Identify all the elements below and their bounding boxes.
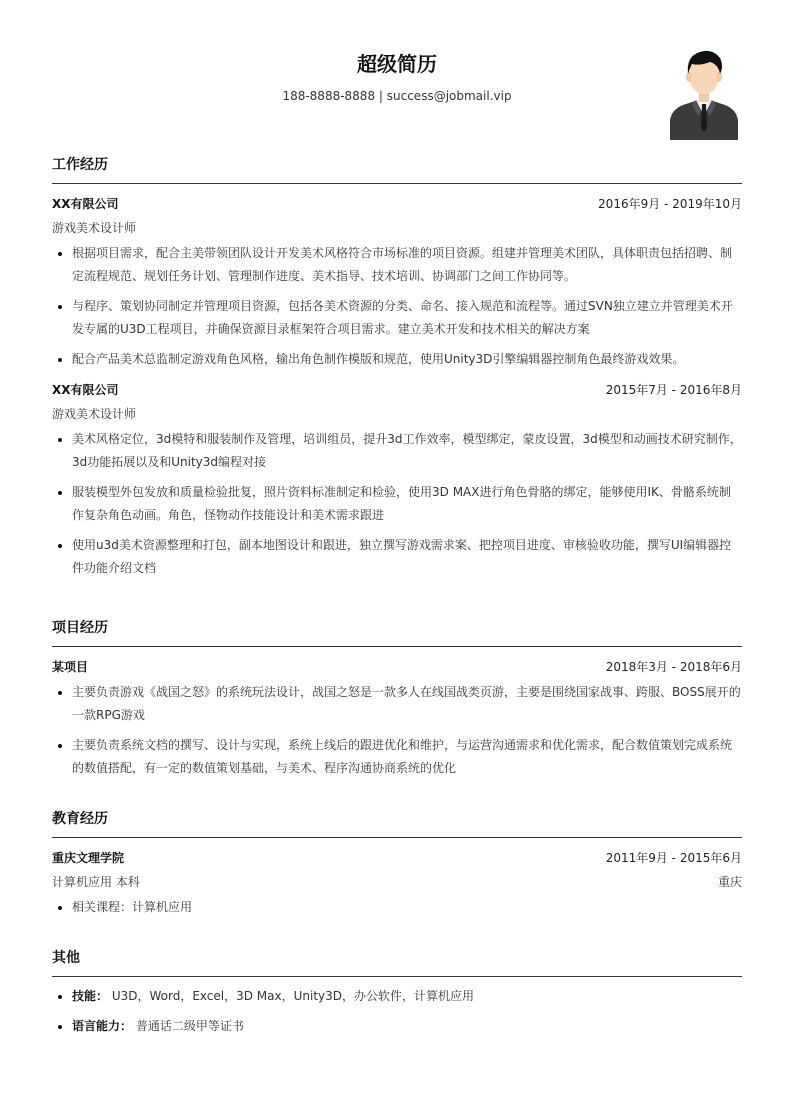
education-section: [52, 809, 742, 926]
work-entry: [52, 378, 742, 580]
skills-text: U3D，Word，Excel，3D Max，Unity3D，办公软件，计算机应用: [108, 989, 475, 1003]
contact-line: 188-8888-8888 | success@jobmail.vip: [282, 89, 512, 103]
company-name: XX有限公司: [52, 383, 119, 397]
bullet-list: [52, 985, 742, 1038]
section-title-projects: 项目经历: [52, 618, 742, 647]
list-item: • 服装模型外包发放和质量检验批复，照片资料标准制定和检验，使用3D MAX进行角色骨胳的绑定，能够使用IK、骨骼系统制作复杂角色动画。角色，怪物动作技能设计和美术需求跟进: [72, 481, 742, 527]
profile-photo-icon: [668, 44, 740, 140]
candidate-name: 超级简历: [357, 52, 437, 76]
date-range: 2018年3月 - 2018年6月: [605, 660, 742, 674]
work-entry: [52, 192, 742, 371]
bullet-list: [52, 896, 742, 919]
date-range: 2011年9月 - 2015年6月: [605, 851, 742, 865]
language-item: [72, 1015, 742, 1038]
bullet-list: [52, 428, 742, 580]
bullet-list: [52, 681, 742, 780]
date-range: 2016年9月 - 2019年10月: [598, 197, 742, 211]
list-item: • 根据项目需求，配合主美带领团队设计开发美术风格符合市场标准的项目资源。组建并管理美术团队，具体职责包括招聘、制定流程规范、规划任务计划、管理制作进度、美术指导、技术培训、协调部门之间工作协同等。: [72, 242, 742, 288]
language-text: 普通话二级甲等证书: [132, 1019, 244, 1033]
language-label: 语言能力：: [72, 1019, 133, 1033]
project-name: 某项目: [52, 660, 89, 674]
date-range: 2015年7月 - 2016年8月: [605, 383, 742, 397]
other-section: [52, 948, 742, 1045]
bullet-list: [52, 242, 742, 371]
location: 重庆: [717, 875, 742, 889]
job-title: 游戏美术设计师: [52, 407, 137, 421]
company-name: XX有限公司: [52, 197, 119, 211]
list-item: • 与程序、策划协同制定并管理项目资源，包括各美术资源的分类、命名、接入规范和流程等。通过SVN独立建立并管理美术开发专属的U3D工程项目，并确保资源目录框架符合项目需求。建立美术开发和技术相关的解决方案: [72, 295, 742, 341]
list-item: • 配合产品美术总监制定游戏角色风格，输出角色制作模版和规范，使用Unity3D引擎编辑器控制角色最终游戏效果。: [72, 348, 742, 371]
project-entry: [52, 655, 742, 780]
job-title: 游戏美术设计师: [52, 221, 137, 235]
major-degree: 计算机应用 本科: [52, 875, 140, 889]
skills-label: 技能：: [72, 989, 109, 1003]
list-item: • 主要负责游戏《战国之怒》的系统玩法设计，战国之怒是一款多人在线国战类页游，主要是围绕国家战事、跨服、BOSS展开的一款RPG游戏: [72, 681, 742, 727]
school-name: 重庆文理学院: [52, 851, 125, 865]
list-item: • 相关课程：计算机应用: [72, 896, 742, 919]
section-title-work: 工作经历: [52, 155, 742, 184]
skills-item: [72, 985, 742, 1008]
section-title-other: 其他: [52, 948, 742, 977]
work-section: [52, 155, 742, 587]
projects-section: [52, 618, 742, 787]
section-title-education: 教育经历: [52, 809, 742, 838]
avatar: [668, 44, 740, 140]
list-item: • 使用u3d美术资源整理和打包，副本地图设计和跟进，独立撰写游戏需求案、把控项目进度、审核验收功能，撰写UI编辑器控件功能介绍文档: [72, 534, 742, 580]
list-item: • 主要负责系统文档的撰写、设计与实现，系统上线后的跟进优化和维护，与运营沟通需求和优化需求，配合数值策划完成系统的数值搭配，有一定的数值策划基础，与美术、程序沟通协商系统的优化: [72, 734, 742, 780]
list-item: • 美术风格定位，3d模特和服装制作及管理，培训组员，提升3d工作效率，模型绑定，蒙皮设置，3d模型和动画技术研究制作，3d功能拓展以及和Unity3d编程对接: [72, 428, 742, 474]
